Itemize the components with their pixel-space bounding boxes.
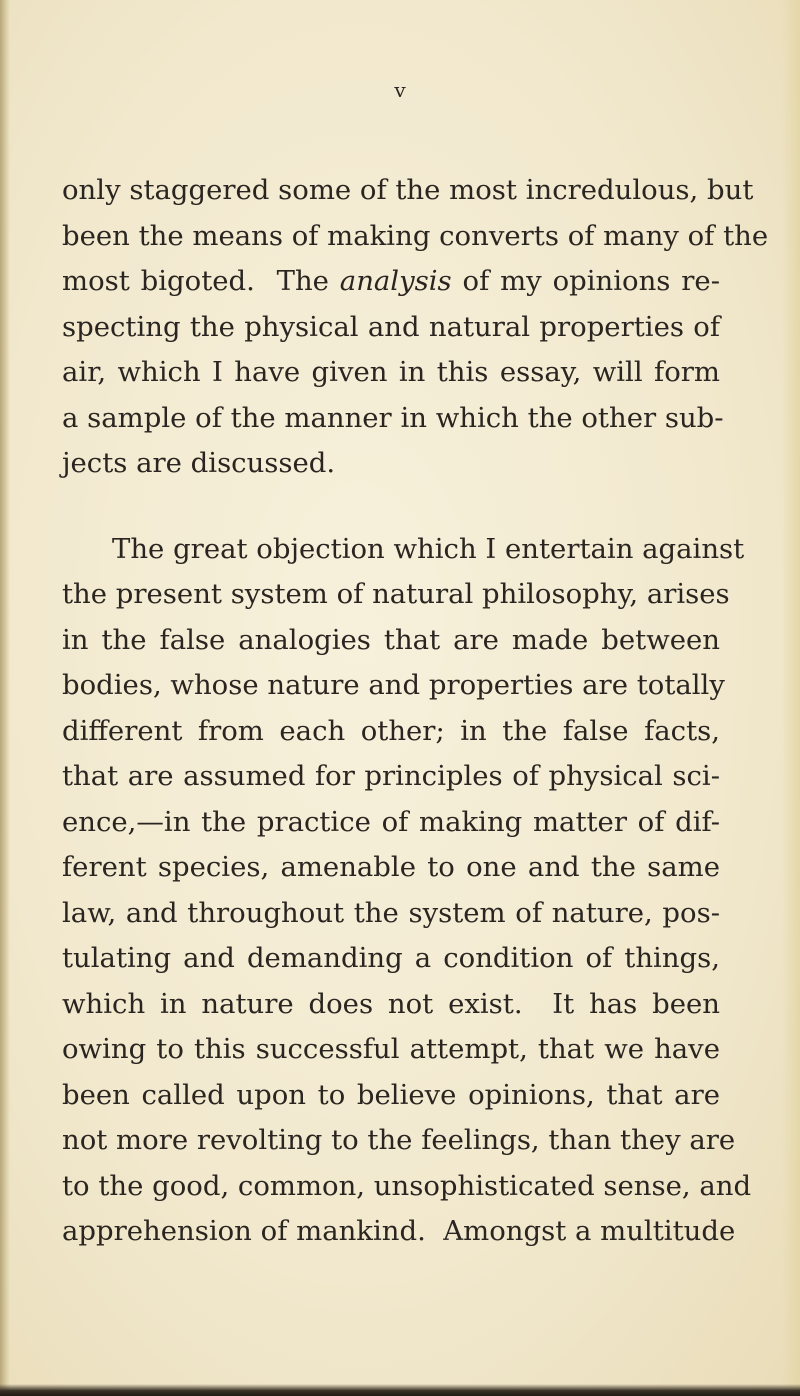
text-line: air, which I have given in this essay, will form xyxy=(62,356,720,388)
text-line: been called upon to believe opinions, that are xyxy=(62,1078,720,1111)
body-text xyxy=(62,168,769,1255)
paragraph-gap xyxy=(62,487,720,527)
text-segment: It has been xyxy=(552,987,721,1020)
text-line: bodies, whose nature and properties are totally xyxy=(62,669,725,701)
text-line: the present system of natural philosophy, arises xyxy=(62,578,730,610)
text-line: specting the physical and natural properties of xyxy=(62,310,720,343)
text-line: that are assumed for principles of physical sci- xyxy=(62,760,720,792)
text-line: been the means of making converts of many of the xyxy=(62,219,769,252)
text-line: tulating and demanding a condition of things, xyxy=(62,942,720,974)
text-line: only staggered some of the most incredulous, but xyxy=(62,174,754,206)
page-edge-stain xyxy=(782,0,800,1396)
text-segment: The xyxy=(276,265,329,297)
text-line: The great objection which I entertain against xyxy=(112,532,745,565)
text-line xyxy=(62,259,720,305)
text-line: different from each other; in the false facts, xyxy=(62,714,720,747)
paragraph-2 xyxy=(62,527,752,1255)
text-line: ence,—in the practice of making matter of dif- xyxy=(62,805,720,838)
text-line: owing to this successful attempt, that we have xyxy=(62,1033,720,1065)
text-line xyxy=(62,982,720,1028)
text-segment: Amongst a multitude xyxy=(443,1215,736,1247)
text-line: a sample of the manner in which the other sub- xyxy=(62,401,724,434)
text-line: not more revolting to the feelings, than they are xyxy=(62,1124,736,1156)
text-segment: apprehension of mankind. xyxy=(62,1215,426,1247)
text-line: ferent species, amenable to one and the same xyxy=(62,851,720,883)
page-bottom-edge xyxy=(0,1384,800,1396)
text-segment: which in nature does not exist. xyxy=(62,987,523,1020)
text-line: to the good, common, unsophisticated sense, and xyxy=(62,1169,752,1202)
text-line: in the false analogies that are made between xyxy=(62,623,720,656)
page-gutter-shadow xyxy=(0,0,10,1396)
paragraph-1 xyxy=(62,168,769,487)
text-line: law, and throughout the system of nature, pos- xyxy=(62,896,720,929)
text-segment: of my opinions re- xyxy=(462,265,720,297)
text-line xyxy=(62,1209,736,1255)
text-line: jects are discussed. xyxy=(62,447,336,479)
italic-word: analysis xyxy=(339,265,452,297)
page-folio: v xyxy=(394,78,406,102)
text-segment: most bigoted. xyxy=(62,265,255,297)
